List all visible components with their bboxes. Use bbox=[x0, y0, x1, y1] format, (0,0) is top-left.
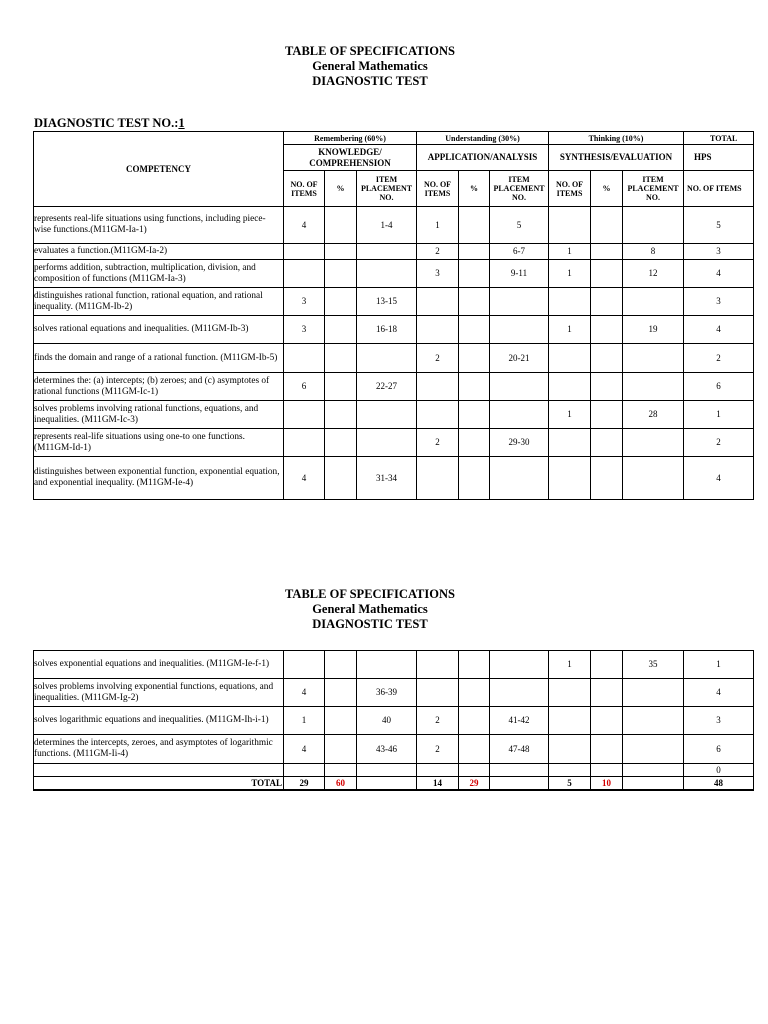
hps-header: HPS bbox=[684, 145, 754, 171]
competency-cell: determines the intercepts, zeroes, and asymptotes of logarithmic functions. (M11GM-Ii-4) bbox=[34, 735, 284, 764]
application-placement-cell: 20-21 bbox=[490, 344, 549, 373]
application-percent-cell bbox=[459, 679, 490, 707]
table-row bbox=[34, 288, 754, 316]
synthesis-percent-cell bbox=[591, 429, 623, 457]
application-placement-cell bbox=[490, 764, 549, 777]
hps-cell: 4 bbox=[684, 679, 754, 707]
competency-cell: evaluates a function.(M11GM-Ia-2) bbox=[34, 244, 284, 260]
document-test-name: DIAGNOSTIC TEST bbox=[312, 617, 428, 631]
knowledge-placement-cell bbox=[357, 401, 417, 429]
synthesis-items-cell bbox=[549, 679, 591, 707]
competency-header: COMPETENCY bbox=[34, 132, 284, 207]
competency-cell: solves problems involving exponential functions, equations, and inequalities. (M11GM-Ig-2) bbox=[34, 679, 284, 707]
knowledge-items-cell: 1 bbox=[284, 707, 325, 735]
competency-cell: performs addition, subtraction, multiplication, division, and composition of functions (M11GM-Ia-3) bbox=[34, 260, 284, 288]
application-items-cell: 2 bbox=[417, 707, 459, 735]
hps-cell: 5 bbox=[684, 207, 754, 244]
test-number-value: 1 bbox=[178, 116, 185, 130]
synthesis-placement-cell bbox=[623, 207, 684, 244]
hps-cell: 4 bbox=[684, 316, 754, 344]
knowledge-items-cell bbox=[284, 344, 325, 373]
application-items-cell bbox=[417, 288, 459, 316]
knowledge-items-cell: 6 bbox=[284, 373, 325, 401]
hps-cell: 2 bbox=[684, 344, 754, 373]
application-placement-cell: 6-7 bbox=[490, 244, 549, 260]
total-application-percent: 29 bbox=[459, 777, 490, 790]
knowledge-percent-cell bbox=[325, 651, 357, 679]
application-items-cell: 2 bbox=[417, 429, 459, 457]
remembering-header: Remembering (60%) bbox=[284, 132, 417, 145]
knowledge-placement-cell: 40 bbox=[357, 707, 417, 735]
total-hps: 48 bbox=[684, 777, 754, 790]
synthesis-placement-cell bbox=[623, 344, 684, 373]
application-percent-cell bbox=[459, 735, 490, 764]
table-row bbox=[34, 764, 754, 777]
application-placement-cell: 41-42 bbox=[490, 707, 549, 735]
knowledge-placement-cell bbox=[357, 260, 417, 288]
synthesis-items-cell bbox=[549, 373, 591, 401]
table-row bbox=[34, 429, 754, 457]
table-row bbox=[34, 244, 754, 260]
specifications-table bbox=[33, 131, 754, 500]
synthesis-placement-header: ITEM PLACEMENT NO. bbox=[623, 171, 684, 207]
application-items-cell bbox=[417, 679, 459, 707]
knowledge-comprehension-header: KNOWLEDGE/ COMPREHENSION bbox=[284, 145, 417, 171]
knowledge-percent-header: % bbox=[325, 171, 357, 207]
knowledge-percent-cell bbox=[325, 401, 357, 429]
application-items-cell: 2 bbox=[417, 244, 459, 260]
synthesis-items-cell bbox=[549, 457, 591, 500]
document-subject: General Mathematics bbox=[312, 602, 428, 616]
specifications-table-continued bbox=[33, 650, 754, 791]
application-percent-cell bbox=[459, 373, 490, 401]
knowledge-percent-cell bbox=[325, 207, 357, 244]
total-knowledge-placement bbox=[357, 777, 417, 790]
knowledge-percent-cell bbox=[325, 429, 357, 457]
thinking-header: Thinking (10%) bbox=[549, 132, 684, 145]
table-row bbox=[34, 735, 754, 764]
total-application-items: 14 bbox=[417, 777, 459, 790]
competency-cell: distinguishes rational function, rational equation, and rational inequality. (M11GM-Ib-2) bbox=[34, 288, 284, 316]
application-percent-cell bbox=[459, 707, 490, 735]
synthesis-placement-cell: 12 bbox=[623, 260, 684, 288]
knowledge-placement-cell: 22-27 bbox=[357, 373, 417, 401]
table-header-row bbox=[34, 132, 754, 145]
competency-cell: solves exponential equations and inequalities. (M11GM-Ie-f-1) bbox=[34, 651, 284, 679]
knowledge-percent-cell bbox=[325, 244, 357, 260]
synthesis-percent-cell bbox=[591, 260, 623, 288]
knowledge-percent-cell bbox=[325, 679, 357, 707]
synthesis-percent-cell bbox=[591, 207, 623, 244]
knowledge-placement-cell bbox=[357, 429, 417, 457]
document-test-name: DIAGNOSTIC TEST bbox=[312, 74, 428, 88]
application-items-cell bbox=[417, 316, 459, 344]
document-heading-page2 bbox=[0, 587, 740, 632]
knowledge-percent-cell bbox=[325, 316, 357, 344]
application-percent-cell bbox=[459, 429, 490, 457]
test-number-label: DIAGNOSTIC TEST NO.: bbox=[34, 116, 179, 130]
application-items-cell bbox=[417, 651, 459, 679]
table-row bbox=[34, 207, 754, 244]
synthesis-percent-cell bbox=[591, 764, 623, 777]
application-placement-cell bbox=[490, 373, 549, 401]
synthesis-placement-cell bbox=[623, 429, 684, 457]
total-synthesis-percent: 10 bbox=[591, 777, 623, 790]
competency-cell: solves problems involving rational functions, equations, and inequalities. (M11GM-Ic-3) bbox=[34, 401, 284, 429]
total-header: TOTAL bbox=[684, 132, 754, 145]
hps-cell: 3 bbox=[684, 288, 754, 316]
document-title: TABLE OF SPECIFICATIONS bbox=[285, 587, 455, 601]
synthesis-placement-cell bbox=[623, 457, 684, 500]
application-items-cell: 1 bbox=[417, 207, 459, 244]
application-percent-cell bbox=[459, 260, 490, 288]
synthesis-placement-cell: 19 bbox=[623, 316, 684, 344]
application-percent-cell bbox=[459, 401, 490, 429]
hps-cell: 1 bbox=[684, 401, 754, 429]
synthesis-placement-cell bbox=[623, 288, 684, 316]
application-placement-cell: 29-30 bbox=[490, 429, 549, 457]
application-placement-cell bbox=[490, 401, 549, 429]
knowledge-percent-cell bbox=[325, 260, 357, 288]
knowledge-percent-cell bbox=[325, 344, 357, 373]
knowledge-placement-cell: 16-18 bbox=[357, 316, 417, 344]
total-knowledge-items: 29 bbox=[284, 777, 325, 790]
application-items-cell: 3 bbox=[417, 260, 459, 288]
synthesis-placement-cell: 8 bbox=[623, 244, 684, 260]
knowledge-items-cell: 3 bbox=[284, 316, 325, 344]
competency-cell bbox=[34, 764, 284, 777]
application-percent-cell bbox=[459, 288, 490, 316]
synthesis-placement-cell bbox=[623, 373, 684, 401]
total-application-placement bbox=[490, 777, 549, 790]
knowledge-items-header: NO. OF ITEMS bbox=[284, 171, 325, 207]
synthesis-placement-cell bbox=[623, 735, 684, 764]
synthesis-percent-cell bbox=[591, 679, 623, 707]
synthesis-percent-cell bbox=[591, 288, 623, 316]
understanding-header: Understanding (30%) bbox=[417, 132, 549, 145]
competency-cell: represents real-life situations using functions, including piece-wise functions.(M11GM-Ia-1) bbox=[34, 207, 284, 244]
application-placement-cell bbox=[490, 651, 549, 679]
application-placement-cell bbox=[490, 679, 549, 707]
synthesis-items-cell: 1 bbox=[549, 401, 591, 429]
synthesis-placement-cell bbox=[623, 764, 684, 777]
synthesis-percent-cell bbox=[591, 651, 623, 679]
total-synthesis-items: 5 bbox=[549, 777, 591, 790]
document-title: TABLE OF SPECIFICATIONS bbox=[285, 44, 455, 58]
synthesis-placement-cell bbox=[623, 679, 684, 707]
hps-cell: 6 bbox=[684, 735, 754, 764]
knowledge-placement-cell bbox=[357, 764, 417, 777]
hps-cell: 3 bbox=[684, 707, 754, 735]
application-percent-cell bbox=[459, 457, 490, 500]
knowledge-items-cell: 4 bbox=[284, 679, 325, 707]
table-row bbox=[34, 679, 754, 707]
synthesis-percent-cell bbox=[591, 401, 623, 429]
total-synthesis-placement bbox=[623, 777, 684, 790]
competency-cell: represents real-life situations using one-to one functions. (M11GM-Id-1) bbox=[34, 429, 284, 457]
knowledge-percent-cell bbox=[325, 707, 357, 735]
specifications-table-wrapper bbox=[33, 131, 742, 508]
table-row bbox=[34, 373, 754, 401]
document-subject: General Mathematics bbox=[312, 59, 428, 73]
hps-cell: 2 bbox=[684, 429, 754, 457]
knowledge-placement-cell: 13-15 bbox=[357, 288, 417, 316]
knowledge-items-cell bbox=[284, 244, 325, 260]
hps-cell: 6 bbox=[684, 373, 754, 401]
application-placement-cell: 9-11 bbox=[490, 260, 549, 288]
hps-cell: 0 bbox=[684, 764, 754, 777]
table-row bbox=[34, 344, 754, 373]
total-row bbox=[34, 777, 754, 790]
knowledge-placement-cell: 43-46 bbox=[357, 735, 417, 764]
knowledge-placement-cell bbox=[357, 651, 417, 679]
total-items-header: NO. OF ITEMS bbox=[684, 171, 754, 207]
application-placement-cell: 47-48 bbox=[490, 735, 549, 764]
table-row bbox=[34, 457, 754, 500]
synthesis-items-cell: 1 bbox=[549, 244, 591, 260]
total-knowledge-percent: 60 bbox=[325, 777, 357, 790]
knowledge-percent-cell bbox=[325, 373, 357, 401]
application-items-cell: 2 bbox=[417, 344, 459, 373]
knowledge-items-cell: 4 bbox=[284, 207, 325, 244]
knowledge-items-cell: 4 bbox=[284, 457, 325, 500]
synthesis-items-cell: 1 bbox=[549, 260, 591, 288]
knowledge-items-cell bbox=[284, 401, 325, 429]
application-items-cell bbox=[417, 764, 459, 777]
synthesis-percent-cell bbox=[591, 316, 623, 344]
synthesis-percent-cell bbox=[591, 707, 623, 735]
specifications-table-continued-wrapper bbox=[33, 650, 728, 793]
knowledge-placement-header: ITEM PLACEMENT NO. bbox=[357, 171, 417, 207]
synthesis-percent-cell bbox=[591, 735, 623, 764]
synthesis-items-cell bbox=[549, 207, 591, 244]
synthesis-items-cell bbox=[549, 764, 591, 777]
table-row bbox=[34, 707, 754, 735]
knowledge-percent-cell bbox=[325, 735, 357, 764]
table-row bbox=[34, 316, 754, 344]
application-items-header: NO. OF ITEMS bbox=[417, 171, 459, 207]
synthesis-items-cell bbox=[549, 707, 591, 735]
synthesis-percent-cell bbox=[591, 457, 623, 500]
synthesis-placement-cell: 28 bbox=[623, 401, 684, 429]
hps-cell: 4 bbox=[684, 457, 754, 500]
total-label: TOTAL bbox=[34, 777, 284, 790]
application-items-cell bbox=[417, 373, 459, 401]
synthesis-items-cell bbox=[549, 735, 591, 764]
synthesis-evaluation-header: SYNTHESIS/EVALUATION bbox=[549, 145, 684, 171]
synthesis-placement-cell bbox=[623, 707, 684, 735]
application-placement-cell bbox=[490, 457, 549, 500]
hps-cell: 4 bbox=[684, 260, 754, 288]
knowledge-placement-cell: 1-4 bbox=[357, 207, 417, 244]
knowledge-items-cell bbox=[284, 429, 325, 457]
application-percent-cell bbox=[459, 344, 490, 373]
application-placement-cell bbox=[490, 288, 549, 316]
application-analysis-header: APPLICATION/ANALYSIS bbox=[417, 145, 549, 171]
synthesis-items-cell bbox=[549, 288, 591, 316]
application-percent-cell bbox=[459, 651, 490, 679]
knowledge-items-cell bbox=[284, 260, 325, 288]
competency-cell: finds the domain and range of a rational function. (M11GM-Ib-5) bbox=[34, 344, 284, 373]
knowledge-percent-cell bbox=[325, 457, 357, 500]
competency-cell: solves logarithmic equations and inequalities. (M11GM-Ih-i-1) bbox=[34, 707, 284, 735]
application-percent-cell bbox=[459, 244, 490, 260]
application-items-cell bbox=[417, 457, 459, 500]
synthesis-items-header: NO. OF ITEMS bbox=[549, 171, 591, 207]
application-items-cell bbox=[417, 401, 459, 429]
table-row bbox=[34, 260, 754, 288]
knowledge-items-cell bbox=[284, 651, 325, 679]
synthesis-items-cell bbox=[549, 429, 591, 457]
application-placement-cell: 5 bbox=[490, 207, 549, 244]
application-percent-cell bbox=[459, 207, 490, 244]
application-percent-header: % bbox=[459, 171, 490, 207]
document-heading bbox=[0, 44, 740, 89]
synthesis-percent-cell bbox=[591, 373, 623, 401]
application-items-cell: 2 bbox=[417, 735, 459, 764]
synthesis-placement-cell: 35 bbox=[623, 651, 684, 679]
application-percent-cell bbox=[459, 764, 490, 777]
synthesis-items-cell bbox=[549, 344, 591, 373]
knowledge-percent-cell bbox=[325, 764, 357, 777]
knowledge-placement-cell: 31-34 bbox=[357, 457, 417, 500]
hps-cell: 1 bbox=[684, 651, 754, 679]
knowledge-placement-cell bbox=[357, 344, 417, 373]
synthesis-percent-header: % bbox=[591, 171, 623, 207]
test-number-line bbox=[34, 116, 185, 131]
knowledge-placement-cell: 36-39 bbox=[357, 679, 417, 707]
table-row bbox=[34, 651, 754, 679]
hps-cell: 3 bbox=[684, 244, 754, 260]
application-placement-cell bbox=[490, 316, 549, 344]
synthesis-items-cell: 1 bbox=[549, 316, 591, 344]
synthesis-percent-cell bbox=[591, 244, 623, 260]
competency-cell: determines the: (a) intercepts; (b) zeroes; and (c) asymptotes of rational functions (M11GM-Ic-1) bbox=[34, 373, 284, 401]
knowledge-items-cell: 4 bbox=[284, 735, 325, 764]
application-placement-header: ITEM PLACEMENT NO. bbox=[490, 171, 549, 207]
knowledge-items-cell: 3 bbox=[284, 288, 325, 316]
synthesis-items-cell: 1 bbox=[549, 651, 591, 679]
table-row bbox=[34, 401, 754, 429]
competency-cell: solves rational equations and inequalities. (M11GM-Ib-3) bbox=[34, 316, 284, 344]
knowledge-items-cell bbox=[284, 764, 325, 777]
knowledge-percent-cell bbox=[325, 288, 357, 316]
competency-cell: distinguishes between exponential function, exponential equation, and exponential inequality. (M11GM-Ie-4) bbox=[34, 457, 284, 500]
knowledge-placement-cell bbox=[357, 244, 417, 260]
application-percent-cell bbox=[459, 316, 490, 344]
synthesis-percent-cell bbox=[591, 344, 623, 373]
